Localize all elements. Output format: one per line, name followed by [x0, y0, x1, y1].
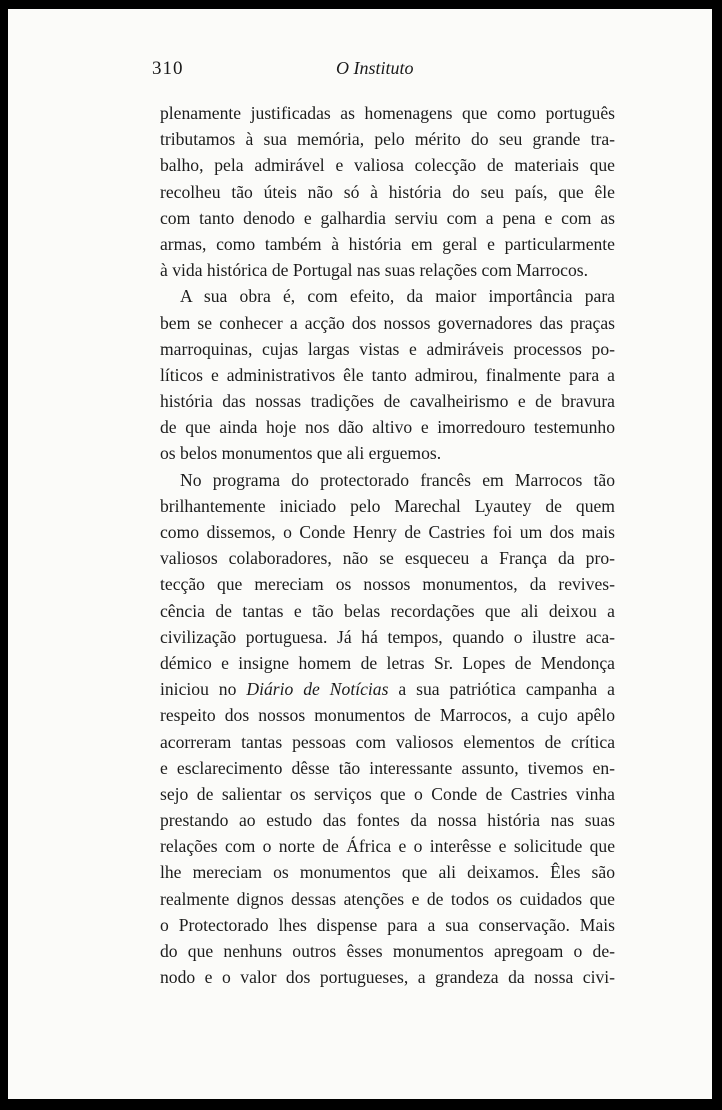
text-line: civilização portuguesa. Já há tempos, quando o ilustre aca- [160, 626, 615, 647]
text-line: brilhantemente iniciado pelo Marechal Lyautey de quem [160, 495, 615, 516]
text-line: líticos e administrativos êle tanto admirou, finalmente para a [160, 364, 615, 385]
text-line: de que ainda hoje nos dão altivo e imorredouro testemunho [160, 417, 615, 438]
running-title: O Instituto [336, 58, 414, 78]
text-line: com tanto denodo e galhardia serviu com a pena e com as [160, 207, 615, 228]
text-line: do que nenhuns outros êsses monumentos apregoam o de- [160, 941, 615, 961]
text-line: prestando ao estudo das fontes da nossa história nas suas [160, 810, 615, 831]
text-line: nodo e o valor dos portugueses, a grandeza da nossa civi- [160, 967, 615, 988]
text-line: plenamente justificadas as homenagens que como português [160, 103, 615, 123]
page-header [152, 58, 618, 90]
text-line: No programa do protectorado francês em Marrocos tão [180, 469, 615, 490]
text-line: démico e insigne homem de letras Sr. Lopes de Mendonça [160, 652, 615, 673]
text-segment: iniciou no [160, 679, 247, 700]
text-line: respeito dos nossos monumentos de Marrocos, a cujo apêlo [160, 705, 615, 726]
body-text [160, 100, 615, 990]
text-line: relações com o norte de África e o interêsse e solicitude que [160, 836, 615, 857]
text-line: o Protectorado lhes dispense para a sua conservação. Mais [160, 914, 615, 935]
text-line-with-italic [160, 676, 615, 702]
text-line: tributamos à sua memória, pelo mérito do seu grande tra- [160, 129, 615, 150]
text-line: tecção que mereciam os nossos monumentos, da revives- [160, 574, 615, 595]
text-line: lhe mereciam os monumentos que ali deixamos. Êles são [160, 862, 615, 883]
text-segment: a sua patriótica campanha a [388, 679, 615, 700]
text-line: sejo de salientar os serviços que o Conde de Castries vinha [160, 783, 615, 804]
newspaper-title: Diário de Notícias [246, 679, 389, 700]
text-line: balho, pela admirável e valiosa colecção de materiais que [160, 155, 615, 176]
text-line: cência de tantas e tão belas recordações que ali deixou a [160, 600, 615, 621]
text-line: armas, como também à história em geral e particularmente [160, 233, 615, 254]
text-line: à vida histórica de Portugal nas suas relações com Marrocos. [160, 260, 588, 281]
text-line: acorreram tantas pessoas com valiosos elementos de crítica [160, 731, 615, 752]
text-line: como dissemos, o Conde Henry de Castries foi um dos mais [160, 522, 615, 542]
text-line: realmente dignos dessas atenções e de todos os cuidados que [160, 888, 615, 909]
text-line: história das nossas tradições de cavalheirismo e de bravura [160, 391, 615, 412]
text-line: valiosos colaboradores, não se esqueceu a França da pro- [160, 548, 615, 569]
text-line: e esclarecimento dêsse tão interessante assunto, tivemos en- [160, 757, 615, 778]
text-line: bem se conhecer a acção dos nossos governadores das praças [160, 312, 615, 333]
text-line: os belos monumentos que ali erguemos. [160, 443, 442, 464]
text-line: recolheu tão úteis não só à história do seu país, que êle [160, 181, 615, 202]
text-line: marroquinas, cujas largas vistas e admiráveis processos po- [160, 338, 615, 359]
text-line: A sua obra é, com efeito, da maior importância para [180, 286, 615, 307]
page-number: 310 [152, 58, 184, 79]
